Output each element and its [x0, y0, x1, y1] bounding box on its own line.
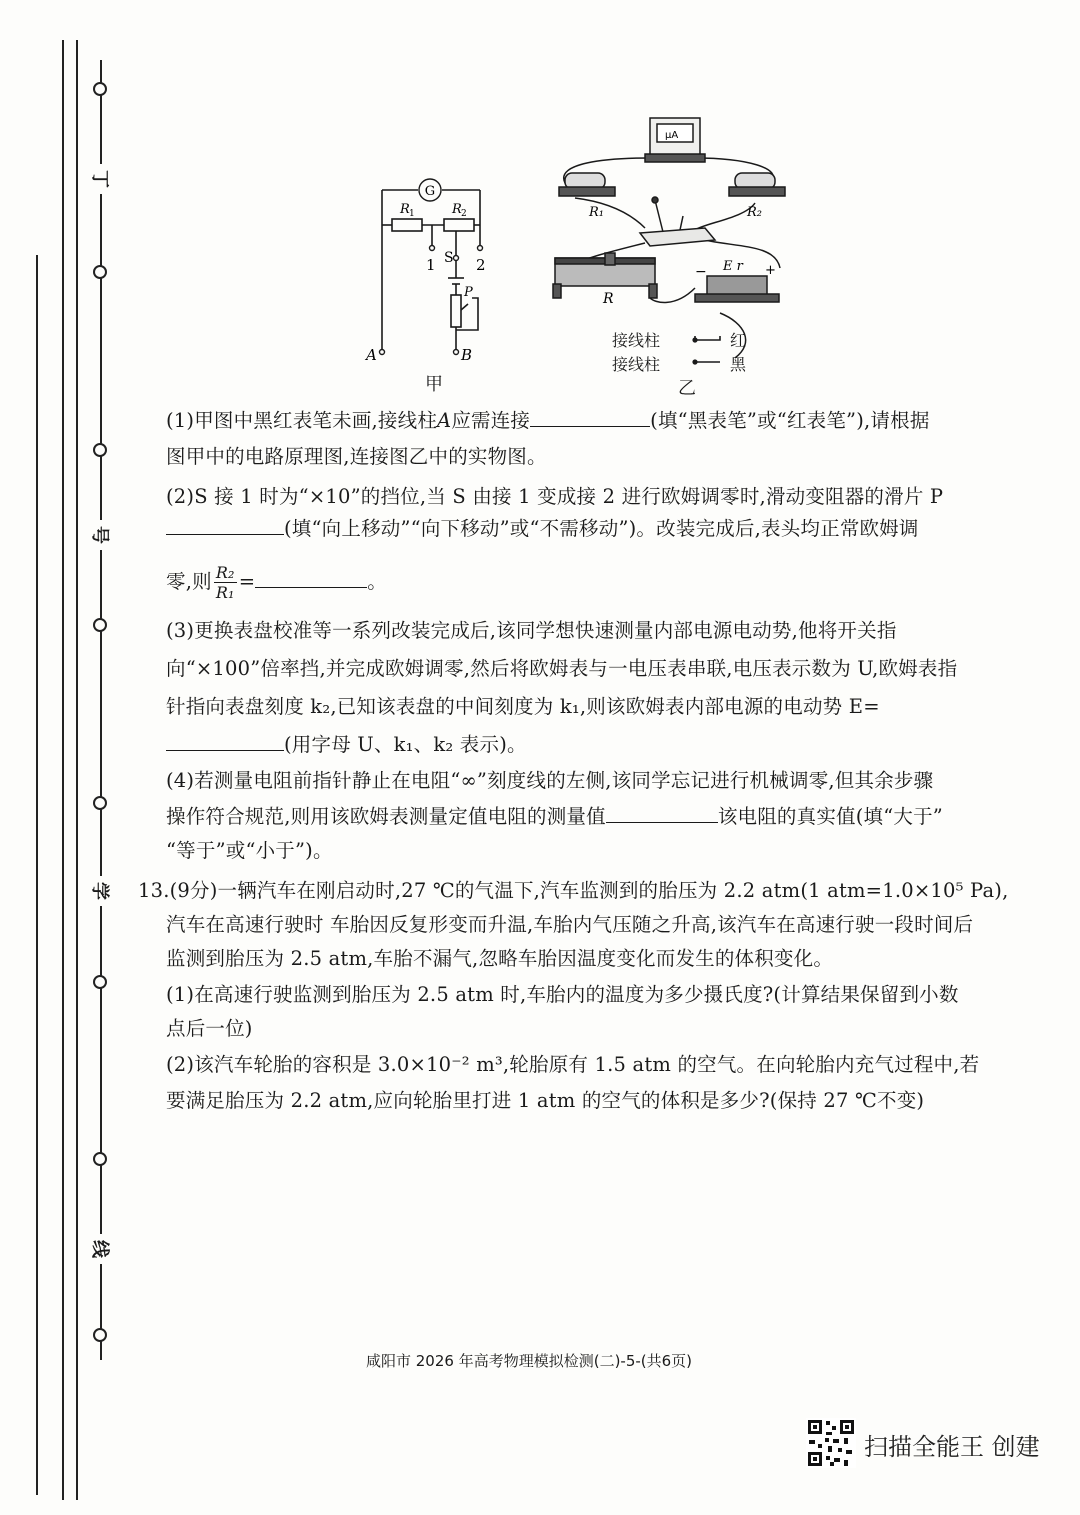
- battery-plus: +: [765, 263, 776, 278]
- answer-blank[interactable]: [606, 804, 718, 823]
- answer-blank[interactable]: [166, 732, 284, 751]
- q12-part2-line1: (2)S 接 1 时为“×10”的挡位,当 S 由接 1 变成接 2 进行欧姆调零时,滑动变阻器的滑片 P: [166, 485, 944, 508]
- legend-end-black: 黑: [730, 355, 747, 374]
- q13-line1: 13.(9分)一辆汽车在刚启动时,27 ℃的气温下,汽车监测到的胎压为 2.2 atm(1 atm=1.0×10⁵ Pa),: [138, 879, 1009, 902]
- binding-hole: [93, 265, 107, 279]
- photo-battery-label: E r: [723, 259, 743, 274]
- binding-hole: [93, 1152, 107, 1166]
- q12-part2-line2: (填“向上移动”“向下移动”或“不需移动”)。改装完成后,表头均正常欧姆调: [166, 516, 919, 542]
- r2-sub: 2: [461, 209, 467, 219]
- qr-code-icon: [806, 1418, 856, 1468]
- scanner-watermark: 扫描全能王 创建: [864, 1433, 1040, 1461]
- battery-minus: −: [695, 264, 707, 280]
- terminal-1-label: 1: [426, 256, 436, 274]
- figure-label-jia: 甲: [425, 374, 443, 395]
- answer-blank[interactable]: [255, 569, 367, 588]
- r2-label: R: [452, 202, 462, 217]
- q13-sub1-line1: (1)在高速行驶监测到胎压为 2.5 atm 时,车胎内的温度为多少摄氏度?(计算结果保留到小数: [166, 983, 959, 1006]
- galvanometer-label: G: [424, 184, 436, 199]
- terminal-2-label: 2: [476, 256, 486, 274]
- switch-s-label: S: [444, 250, 454, 266]
- q12-part3-line4: (用字母 U、k₁、k₂ 表示)。: [166, 732, 527, 758]
- meter-label: μA: [665, 130, 679, 141]
- circuit-schematic-jia: [360, 170, 500, 370]
- answer-blank[interactable]: [530, 408, 650, 427]
- photo-r1-label: R₁: [589, 205, 604, 220]
- slider-p-label: P: [464, 285, 473, 300]
- q13-sub1-line2: 点后一位): [166, 1017, 253, 1040]
- r1-label: R: [400, 202, 410, 217]
- answer-blank[interactable]: [166, 516, 284, 535]
- figure-label-yi: 乙: [678, 378, 696, 399]
- legend-end-red: 红: [730, 331, 747, 350]
- q12-part1-line2: 图甲中的电路原理图,连接图乙中的实物图。: [166, 445, 547, 468]
- binding-char: 线: [88, 1234, 114, 1264]
- q13-line3: 监测到胎压为 2.5 atm,车胎不漏气,忽略车胎因温度变化而发生的体积变化。: [166, 947, 834, 970]
- binding-hole: [93, 1328, 107, 1342]
- binding-hole: [93, 82, 107, 96]
- q12-part4-line2: 操作符合规范,则用该欧姆表测量定值电阻的测量值 该电阻的真实值(填“大于”: [166, 805, 943, 828]
- q12-part3-line1: (3)更换表盘校准等一系列改装完成后,该同学想快速测量内部电源电动势,他将开关指: [166, 619, 897, 642]
- binding-char: 学: [88, 876, 114, 906]
- terminal-a-label: A: [366, 346, 377, 364]
- binding-hole: [93, 443, 107, 457]
- q13-sub2-line1: (2)该汽车轮胎的容积是 3.0×10⁻² m³,轮胎原有 1.5 atm 的空气。在向轮胎内充气过程中,若: [166, 1053, 980, 1076]
- photo-r2-label: R₂: [747, 205, 762, 220]
- q12-part4-line3: “等于”或“小于”)。: [166, 839, 333, 862]
- binding-char: 丁: [88, 164, 114, 194]
- q13-line2: 汽车在高速行驶时 车胎因反复形变而升温,车胎内气压随之升高,该汽车在高速行驶一段时间后: [166, 913, 974, 936]
- photo-rheostat-label: R: [603, 291, 614, 307]
- binding-hole: [93, 618, 107, 632]
- legend-text-1: 接线柱: [612, 331, 661, 350]
- q12-part1-line1: (1)甲图中黑红表笔未画,接线柱A应需连接 (填“黑表笔”或“红表笔”),请根据: [166, 409, 930, 432]
- q12-part3-line3: 针指向表盘刻度 k₂,已知该表盘的中间刻度为 k₁,则该欧姆表内部电源的电动势 E=: [166, 695, 880, 718]
- binding-hole: [93, 796, 107, 810]
- ratio-fraction: $\frac{\text{R₂}}{\text{R₁}}$: [215, 563, 235, 602]
- legend-text-2: 接线柱: [612, 355, 661, 374]
- q13-sub2-line2: 要满足胎压为 2.2 atm,应向轮胎里打进 1 atm 的空气的体积是多少?(保持 27 ℃不变): [166, 1089, 925, 1112]
- r1-sub: 1: [409, 209, 415, 219]
- q12-part4-line1: (4)若测量电阻前指针静止在电阻“∞”刻度线的左侧,该同学忘记进行机械调零,但其余步骤: [166, 769, 934, 792]
- binding-char: 号: [88, 520, 114, 550]
- q12-part2-line3: 零,则 $\frac{\text{R₂}}{\text{R₁}}$ = 。: [166, 563, 387, 602]
- page-footer: 咸阳市 2026 年高考物理模拟检测(二)-5-(共6页): [366, 1352, 693, 1370]
- binding-hole: [93, 975, 107, 989]
- terminal-b-label: B: [461, 346, 473, 364]
- apparatus-figure-yi: [545, 108, 790, 378]
- q12-part3-line2: 向“×100”倍率挡,并完成欧姆调零,然后将欧姆表与一电压表串联,电压表示数为 U,欧姆表指: [166, 657, 958, 680]
